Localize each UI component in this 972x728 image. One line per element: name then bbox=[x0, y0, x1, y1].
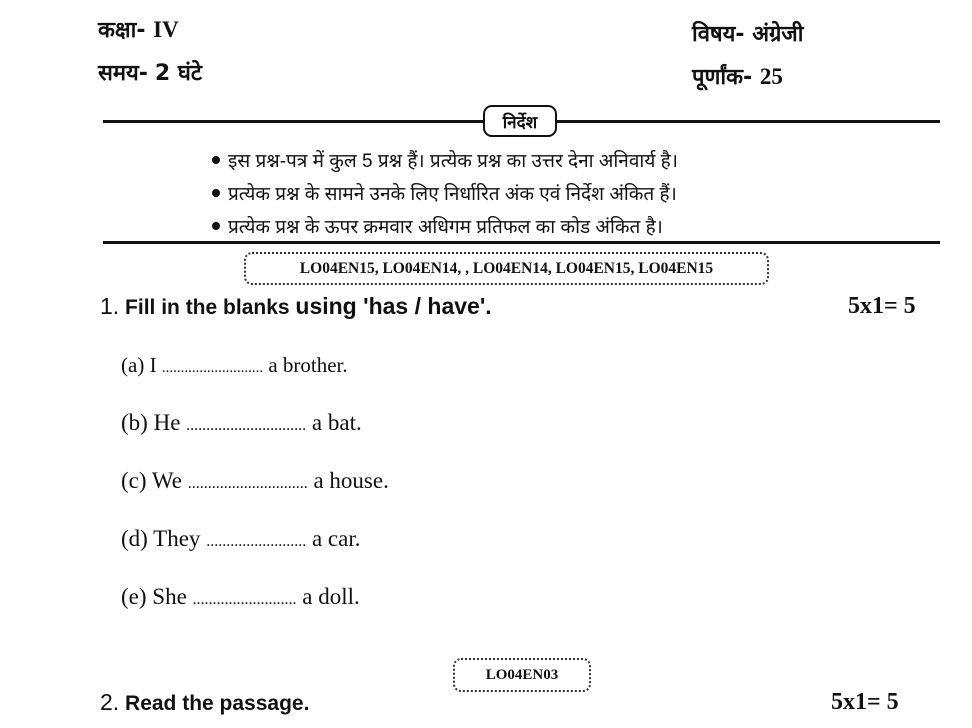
class-label: कक्षा- bbox=[98, 18, 146, 43]
subject-field bbox=[692, 18, 803, 48]
question-1-marks: 5x1= 5 bbox=[848, 293, 916, 319]
question-2-title bbox=[100, 689, 309, 716]
bullet-icon bbox=[212, 189, 220, 197]
fill-blank-item: (b) He .............................. a bat. bbox=[121, 410, 362, 435]
bottom-divider bbox=[103, 241, 940, 244]
fill-blank-item: (e) She .......................... a doll. bbox=[121, 584, 360, 609]
subject-label: विषय- bbox=[692, 22, 745, 47]
time-label: समय- bbox=[98, 61, 148, 86]
instruction-item: इस प्रश्न-पत्र में कुल 5 प्रश्न हैं। प्रत्येक प्रश्न का उत्तर देना अनिवार्य है। bbox=[212, 147, 678, 173]
subject-value: अंग्रेजी bbox=[752, 22, 804, 47]
question-text-part1: Fill in the blanks bbox=[125, 296, 290, 319]
question-number: 2. bbox=[100, 689, 120, 715]
question-1-title bbox=[100, 293, 492, 320]
answer-blank[interactable]: .......................... bbox=[192, 591, 297, 608]
bullet-icon bbox=[212, 222, 220, 230]
total-marks-value: 25 bbox=[759, 64, 783, 89]
bullet-icon bbox=[212, 156, 220, 164]
question-number: 1. bbox=[100, 293, 120, 319]
instructions-title: निर्देश bbox=[502, 112, 538, 133]
learning-outcome-codes-q2: LO04EN03 bbox=[453, 658, 591, 692]
class-value: IV bbox=[153, 17, 179, 42]
question-text: Read the passage. bbox=[125, 692, 310, 715]
learning-outcome-codes-q1: LO04EN15, LO04EN14, , LO04EN14, LO04EN15, LO04EN15 bbox=[244, 252, 769, 285]
time-value: 2 घंटे bbox=[154, 61, 202, 86]
class-field bbox=[98, 14, 179, 44]
total-marks-label: पूर्णांक- bbox=[692, 65, 753, 90]
answer-blank[interactable]: ......................... bbox=[206, 533, 307, 550]
answer-blank[interactable]: .............................. bbox=[187, 475, 308, 492]
answer-blank[interactable]: .............................. bbox=[186, 417, 307, 434]
question-text-part2: using 'has / have'. bbox=[295, 293, 492, 319]
fill-blank-item: (c) We .............................. a house. bbox=[121, 468, 389, 493]
answer-blank[interactable]: ........................... bbox=[161, 360, 264, 376]
instructions-title-box bbox=[483, 105, 557, 137]
fill-blank-item: (d) They ......................... a car. bbox=[121, 526, 361, 551]
fill-blank-item: (a) I ........................... a brother. bbox=[121, 353, 348, 377]
instruction-item: प्रत्येक प्रश्न के सामने उनके लिए निर्धारित अंक एवं निर्देश अंकित हैं। bbox=[212, 180, 677, 206]
time-field bbox=[98, 57, 202, 87]
total-marks-field bbox=[692, 61, 783, 91]
question-2-marks: 5x1= 5 bbox=[831, 689, 899, 715]
instruction-item: प्रत्येक प्रश्न के ऊपर क्रमवार अधिगम प्रतिफल का कोड अंकित है। bbox=[212, 213, 663, 239]
